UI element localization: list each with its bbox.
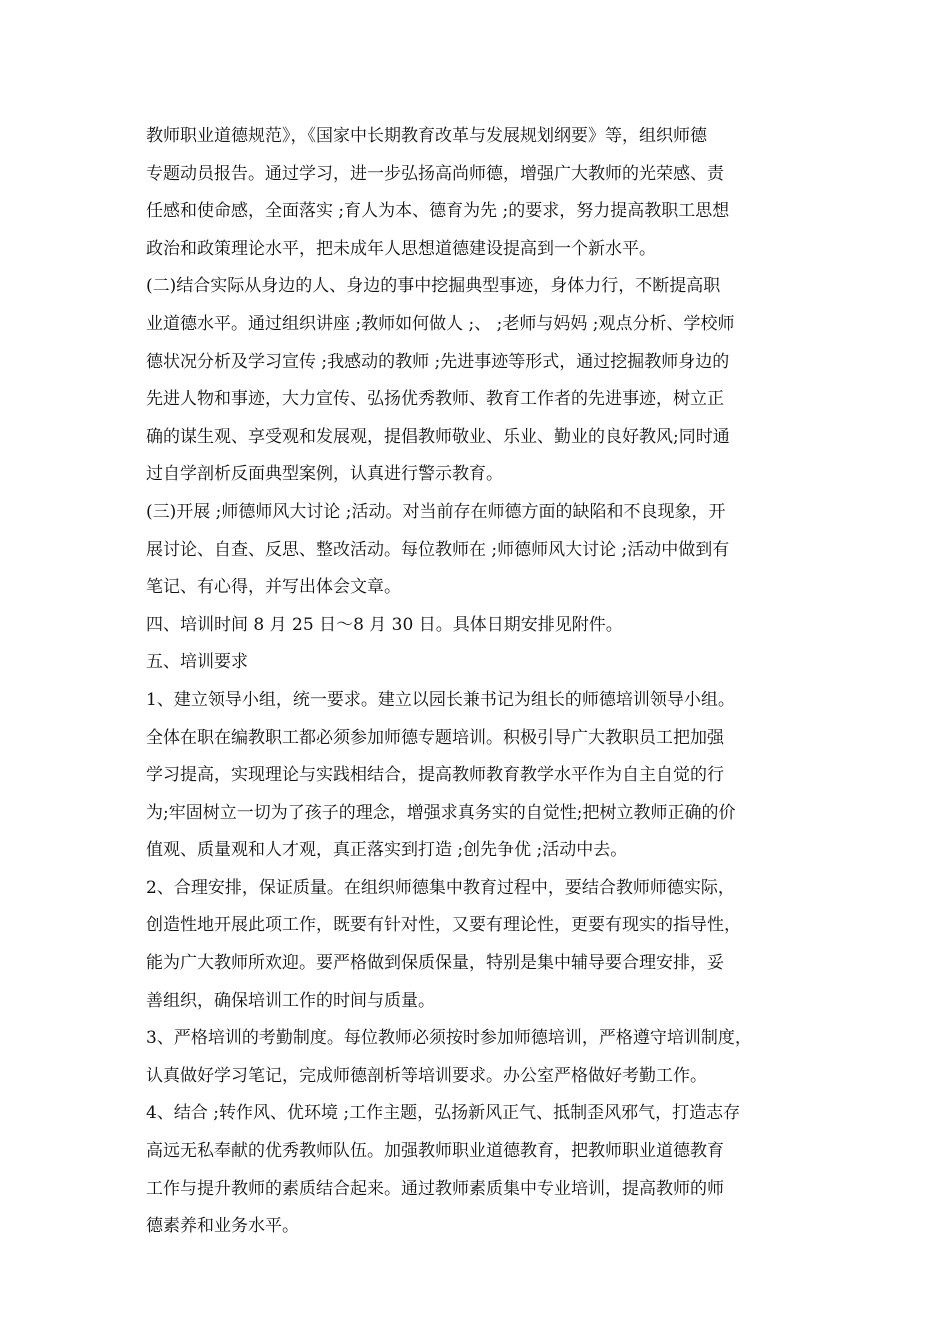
document-body xyxy=(146,118,818,1246)
text-line: 学习提高，实现理论与实践相结合，提高教师教育教学水平作为自主自觉的行 xyxy=(146,765,724,786)
text-line: 政治和政策理论水平，把未成年人思想道德建设提高到一个新水平。 xyxy=(146,238,656,259)
text-line: 1、建立领导小组，统一要求。建立以园长兼书记为组长的师德培训领导小组。 xyxy=(146,689,735,710)
text-line: 全体在职在编教职工都必须参加师德专题培训。积极引导广大教职员工把加强 xyxy=(146,727,724,748)
text-line: 2、合理安排，保证质量。在组织师德集中教育过程中，要结合教师师德实际， xyxy=(146,877,735,898)
text-line: 值观、质量观和人才观，真正落实到打造 ;创先争优 ;活动中去。 xyxy=(146,840,628,861)
text-line: 德状况分析及学习宣传 ;我感动的教师 ;先进事迹等形式，通过挖掘教师身边的 xyxy=(146,351,730,372)
text-line: 教师职业道德规范》，《国家中长期教育改革与发展规划纲要》等，组织师德 xyxy=(146,126,707,146)
text-line: (二)结合实际从身边的人、身边的事中挖掘典型事迹，身体力行，不断提高职 xyxy=(146,276,721,297)
text-line: 高远无私奉献的优秀教师队伍。加强教师职业道德教育，把教师职业道德教育 xyxy=(146,1141,724,1162)
text-line: 4、结合 ;转作风、优环境 ;工作主题，弘扬新风正气、抵制歪风邪气，打造志存 xyxy=(146,1103,741,1124)
text-line: 确的谋生观、享受观和发展观，提倡教师敬业、乐业、勤业的良好教风;同时通 xyxy=(146,426,730,447)
text-line: 认真做好学习笔记，完成师德剖析等培训要求。办公室严格做好考勤工作。 xyxy=(146,1065,707,1086)
text-line: 先进人物和事迹，大力宣传、弘扬优秀教师、教育工作者的先进事迹，树立正 xyxy=(146,389,724,410)
text-line: (三)开展 ;师德师风大讨论 ;活动。对当前存在师德方面的缺陷和不良现象，开 xyxy=(146,501,726,522)
text-line: 能为广大教师所欢迎。要严格做到保质保量，特别是集中辅导要合理安排，妥 xyxy=(146,953,724,974)
text-line: 展讨论、自查、反思、整改活动。每位教师在 ;师德师风大讨论 ;活动中做到有 xyxy=(146,539,730,560)
text-line: 过自学剖析反面典型案例，认真进行警示教育。 xyxy=(146,464,503,485)
text-line: 专题动员报告。通过学习，进一步弘扬高尚师德，增强广大教师的光荣感、责 xyxy=(146,163,724,184)
text-line: 3、严格培训的考勤制度。每位教师必须按时参加师德培训，严格遵守培训制度， xyxy=(146,1028,752,1049)
section-heading: 五、培训要求 xyxy=(146,652,248,673)
text-line: 任感和使命感，全面落实 ;育人为本、德育为先 ;的要求，努力提高教职工思想 xyxy=(146,201,730,222)
text-line: 德素养和业务水平。 xyxy=(146,1216,299,1237)
text-line: 善组织，确保培训工作的时间与质量。 xyxy=(146,990,435,1011)
text-line: 四、培训时间 8 月 25 日～8 月 30 日。具体日期安排见附件。 xyxy=(146,614,623,635)
text-line: 为;牢固树立一切为了孩子的理念，增强求真务实的自觉性;把树立教师正确的价 xyxy=(146,802,736,823)
text-line: 业道德水平。通过组织讲座 ;教师如何做人 ;、 ;老师与妈妈 ;观点分析、学校师 xyxy=(146,313,735,334)
text-line: 工作与提升教师的素质结合起来。通过教师素质集中专业培训，提高教师的师 xyxy=(146,1178,724,1199)
text-line: 笔记、有心得，并写出体会文章。 xyxy=(146,577,401,598)
text-line: 创造性地开展此项工作，既要有针对性，又要有理论性，更要有现实的指导性， xyxy=(146,915,741,936)
